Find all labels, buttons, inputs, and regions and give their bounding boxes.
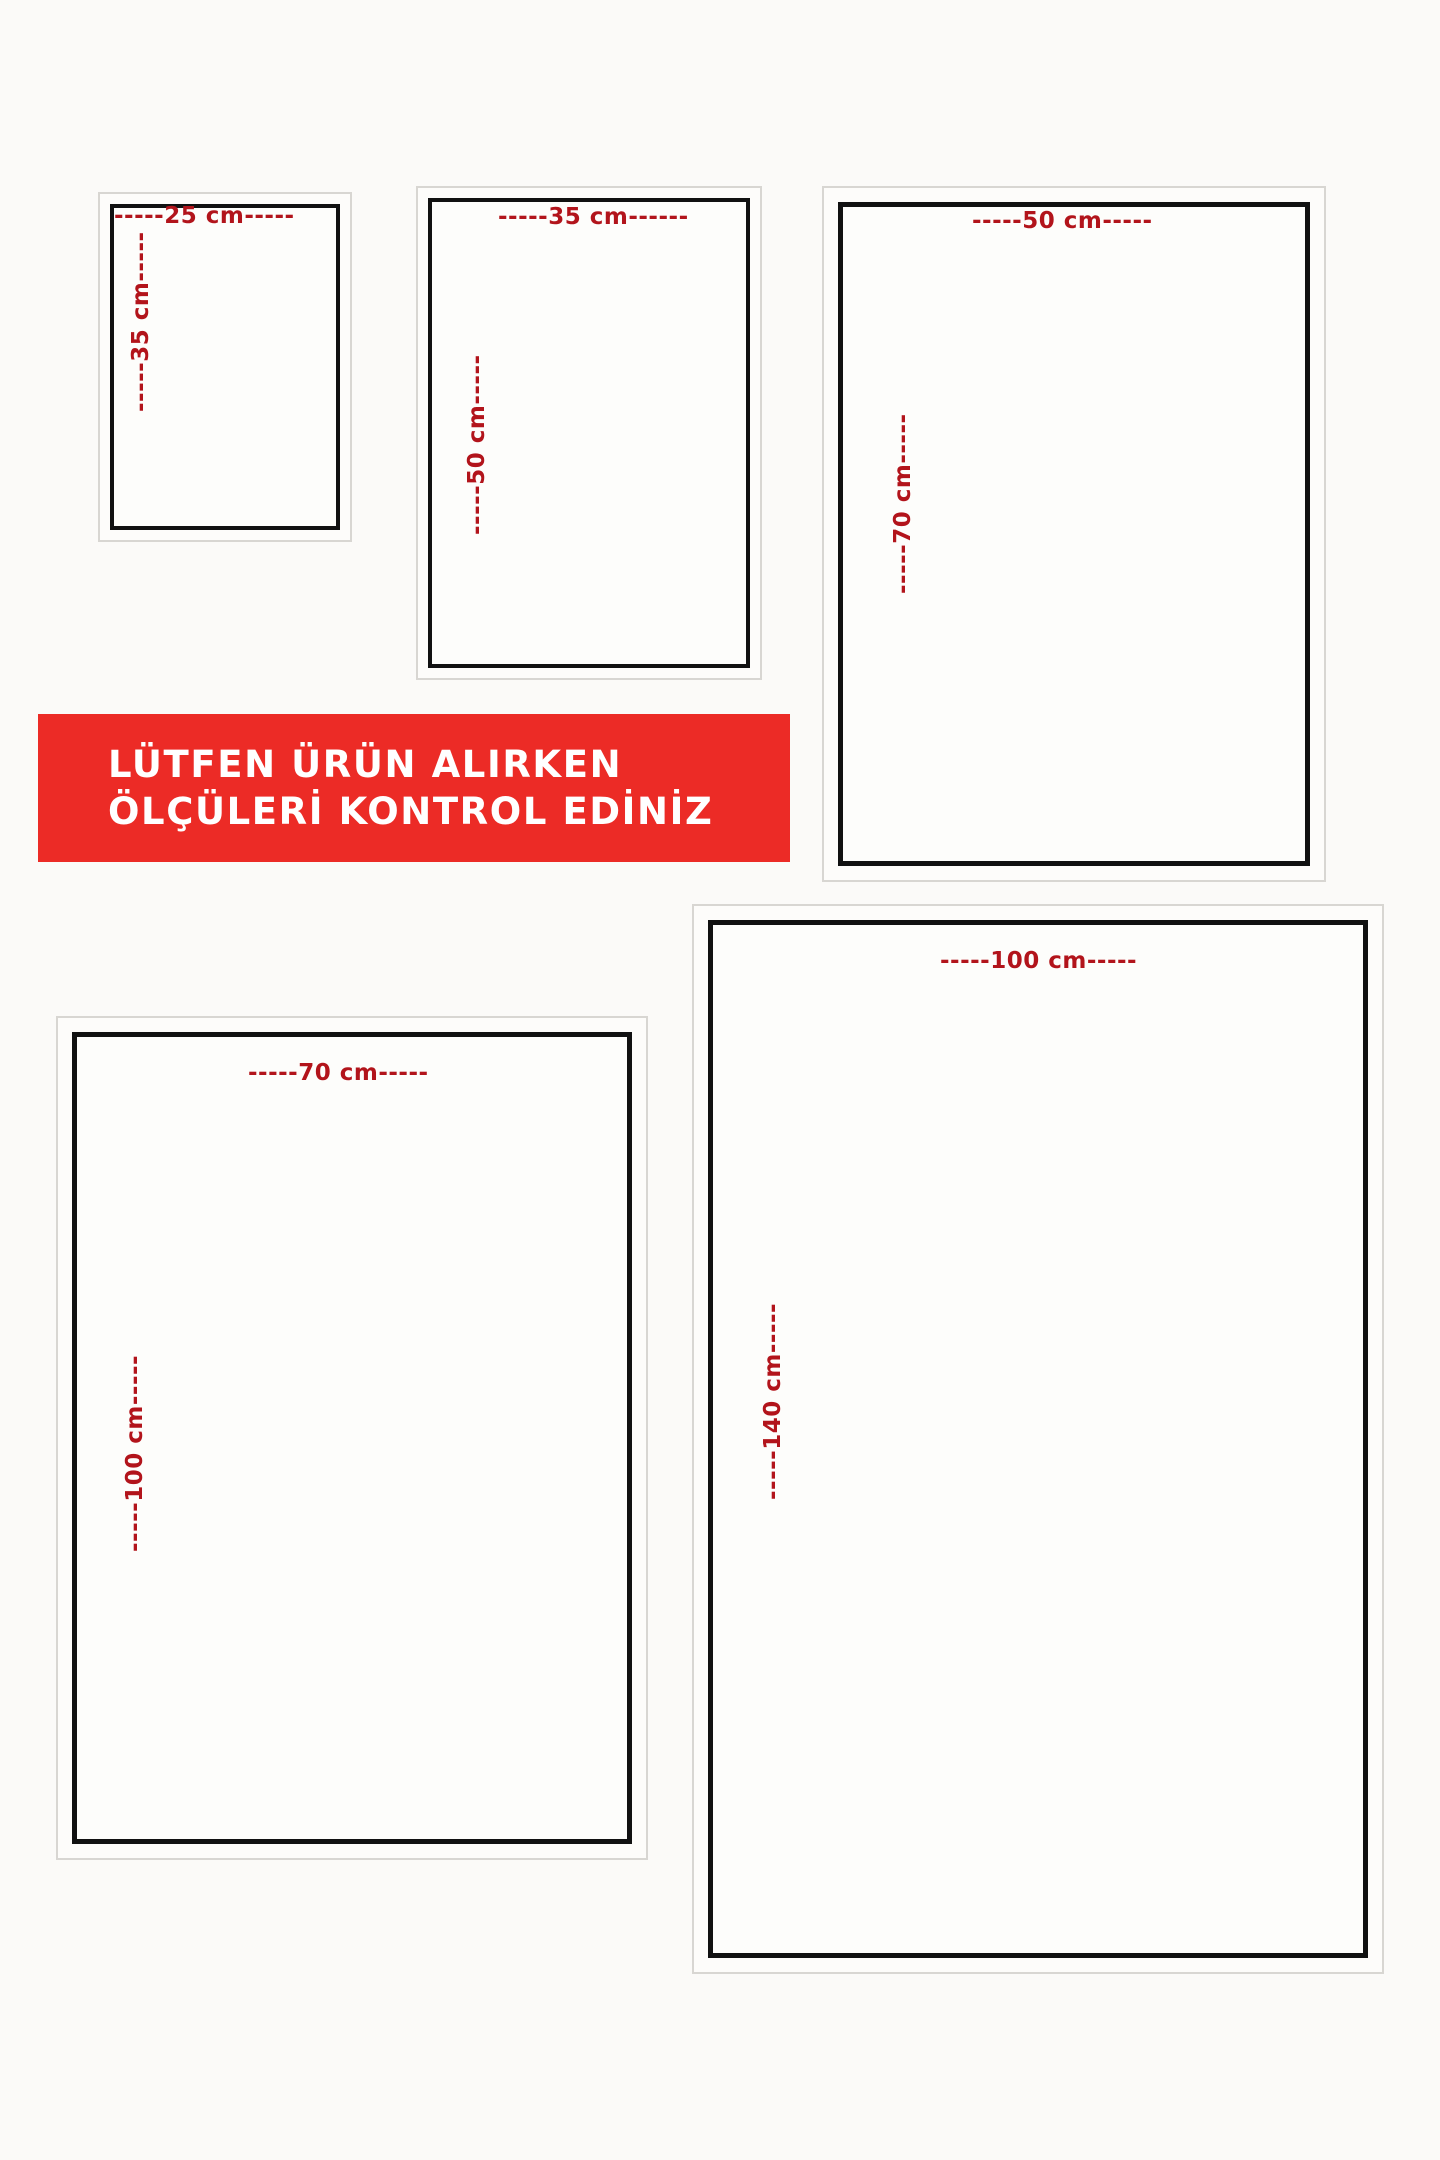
frame-35x50-height-label: -----50 cm----- <box>464 354 490 535</box>
warning-banner <box>38 714 790 862</box>
frame-100x140-height-label: -----140 cm----- <box>760 1302 786 1500</box>
frame-35x50-width-label: -----35 cm------ <box>498 204 689 230</box>
frame-70x100-width-label: -----70 cm----- <box>248 1060 429 1086</box>
frame-100x140-inner <box>708 920 1368 1958</box>
frame-25x35-width-label: -----25 cm----- <box>114 203 295 229</box>
frame-100x140-width-label: -----100 cm----- <box>940 948 1138 974</box>
frame-50x70-width-label: -----50 cm----- <box>972 208 1153 234</box>
frame-25x35-height-label: -----35 cm----- <box>128 231 154 412</box>
frame-50x70-height-label: -----70 cm----- <box>890 413 916 594</box>
frame-70x100-inner <box>72 1032 632 1844</box>
warning-line-2: ÖLÇÜLERİ KONTROL EDİNİZ <box>108 790 714 833</box>
warning-line-1: LÜTFEN ÜRÜN ALIRKEN <box>108 742 623 786</box>
frame-100x140 <box>692 904 1384 1974</box>
frame-70x100-height-label: -----100 cm----- <box>122 1354 148 1552</box>
